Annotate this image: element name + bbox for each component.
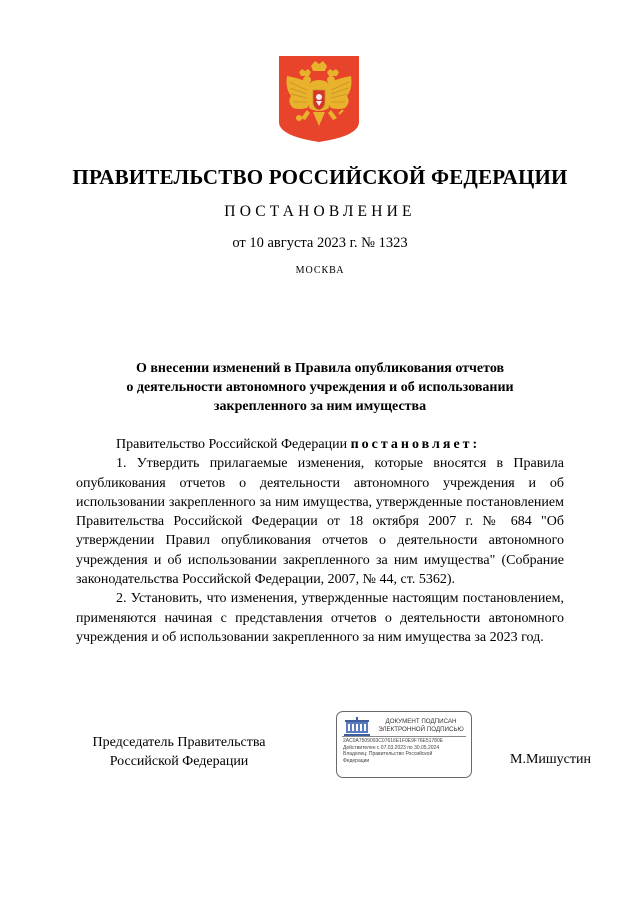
- position-line: Российской Федерации: [109, 754, 249, 769]
- stamp-title: [375, 718, 467, 733]
- paragraph-1: 1. Утвердить прилагаемые изменения, которые вносятся в Правила опубликования отчетов о деятельности автономного учреждения и об использовании закрепленного за ним имущества, утвержденные постановлением Правительства Российской Федерации от 18 октября 2007 г. № 684 "Об утверждении Правил опубликования отчетов о деятельности автономного учреждения и об использовании закрепленного за ним имущества" (Собрание законодательства Российской Федерации, 2007, № 44, ст. 5362).: [76, 456, 564, 588]
- paragraph-2: 2. Установить, что изменения, утвержденные настоящим постановлением, применяются начиная с представления отчетов о деятельности автономного учреждения и об использовании закрепленного за ним имущества за 2023 год.: [76, 591, 564, 645]
- government-building-icon: [343, 717, 371, 737]
- heading-line: закрепленного за ним имущества: [213, 399, 427, 414]
- preamble-resolution-word: постановляет:: [350, 437, 481, 452]
- decree-body: [76, 435, 564, 647]
- stamp-owner-cont: Федерации: [343, 757, 370, 764]
- preamble-text: Правительство Российской Федерации: [116, 437, 351, 452]
- decree-date-number: от 10 августа 2023 г. № 1323: [232, 235, 408, 251]
- heading-line: О внесении изменений в Правила опубликования отчетов: [135, 361, 505, 376]
- signatory-position: [74, 733, 284, 771]
- position-line: Председатель Правительства: [92, 735, 266, 750]
- stamp-divider: [342, 736, 466, 737]
- government-title: ПРАВИТЕЛЬСТВО РОССИЙСКОЙ ФЕДЕРАЦИИ: [72, 165, 568, 189]
- preamble: [76, 435, 564, 454]
- city-label: МОСКВА: [295, 265, 345, 276]
- stamp-owner: Владелец: Правительство Российской: [343, 751, 433, 758]
- stamp-title-line: ЭЛЕКТРОННОЙ ПОДПИСЬЮ: [378, 725, 464, 733]
- signatory-name: М.Мишустин: [510, 752, 591, 767]
- heading-line: о деятельности автономного учреждения и об использовании: [126, 380, 514, 395]
- stamp-details: [343, 738, 467, 764]
- coat-of-arms-icon: [277, 56, 361, 142]
- decree-label: ПОСТАНОВЛЕНИЕ: [224, 203, 416, 220]
- stamp-title-line: ДОКУМЕНТ ПОДПИСАН: [385, 718, 457, 725]
- electronic-signature-stamp: [336, 711, 472, 778]
- decree-heading: [60, 359, 580, 416]
- stamp-valid-period: Действителен с 07.03.2023 по 30.05.2024: [343, 744, 440, 751]
- stamp-certificate: 2AC0A7509093C07616E1F0E9F76E51780E: [343, 738, 444, 744]
